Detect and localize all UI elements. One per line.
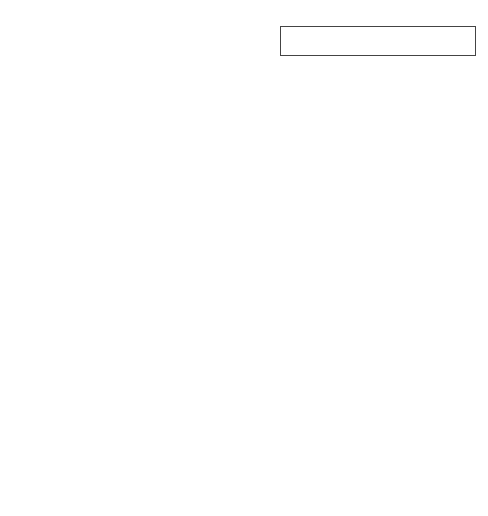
body-paragraph	[12, 120, 476, 132]
intro-quote	[12, 8, 262, 108]
body-paragraph	[12, 134, 476, 146]
body-paragraph	[12, 176, 476, 188]
letters-body	[12, 120, 476, 216]
page-header	[12, 8, 476, 120]
section-title	[280, 26, 476, 56]
body-paragraph	[12, 190, 476, 202]
body-paragraph	[12, 148, 476, 160]
body-paragraph	[12, 162, 476, 174]
body-paragraph	[12, 204, 476, 216]
